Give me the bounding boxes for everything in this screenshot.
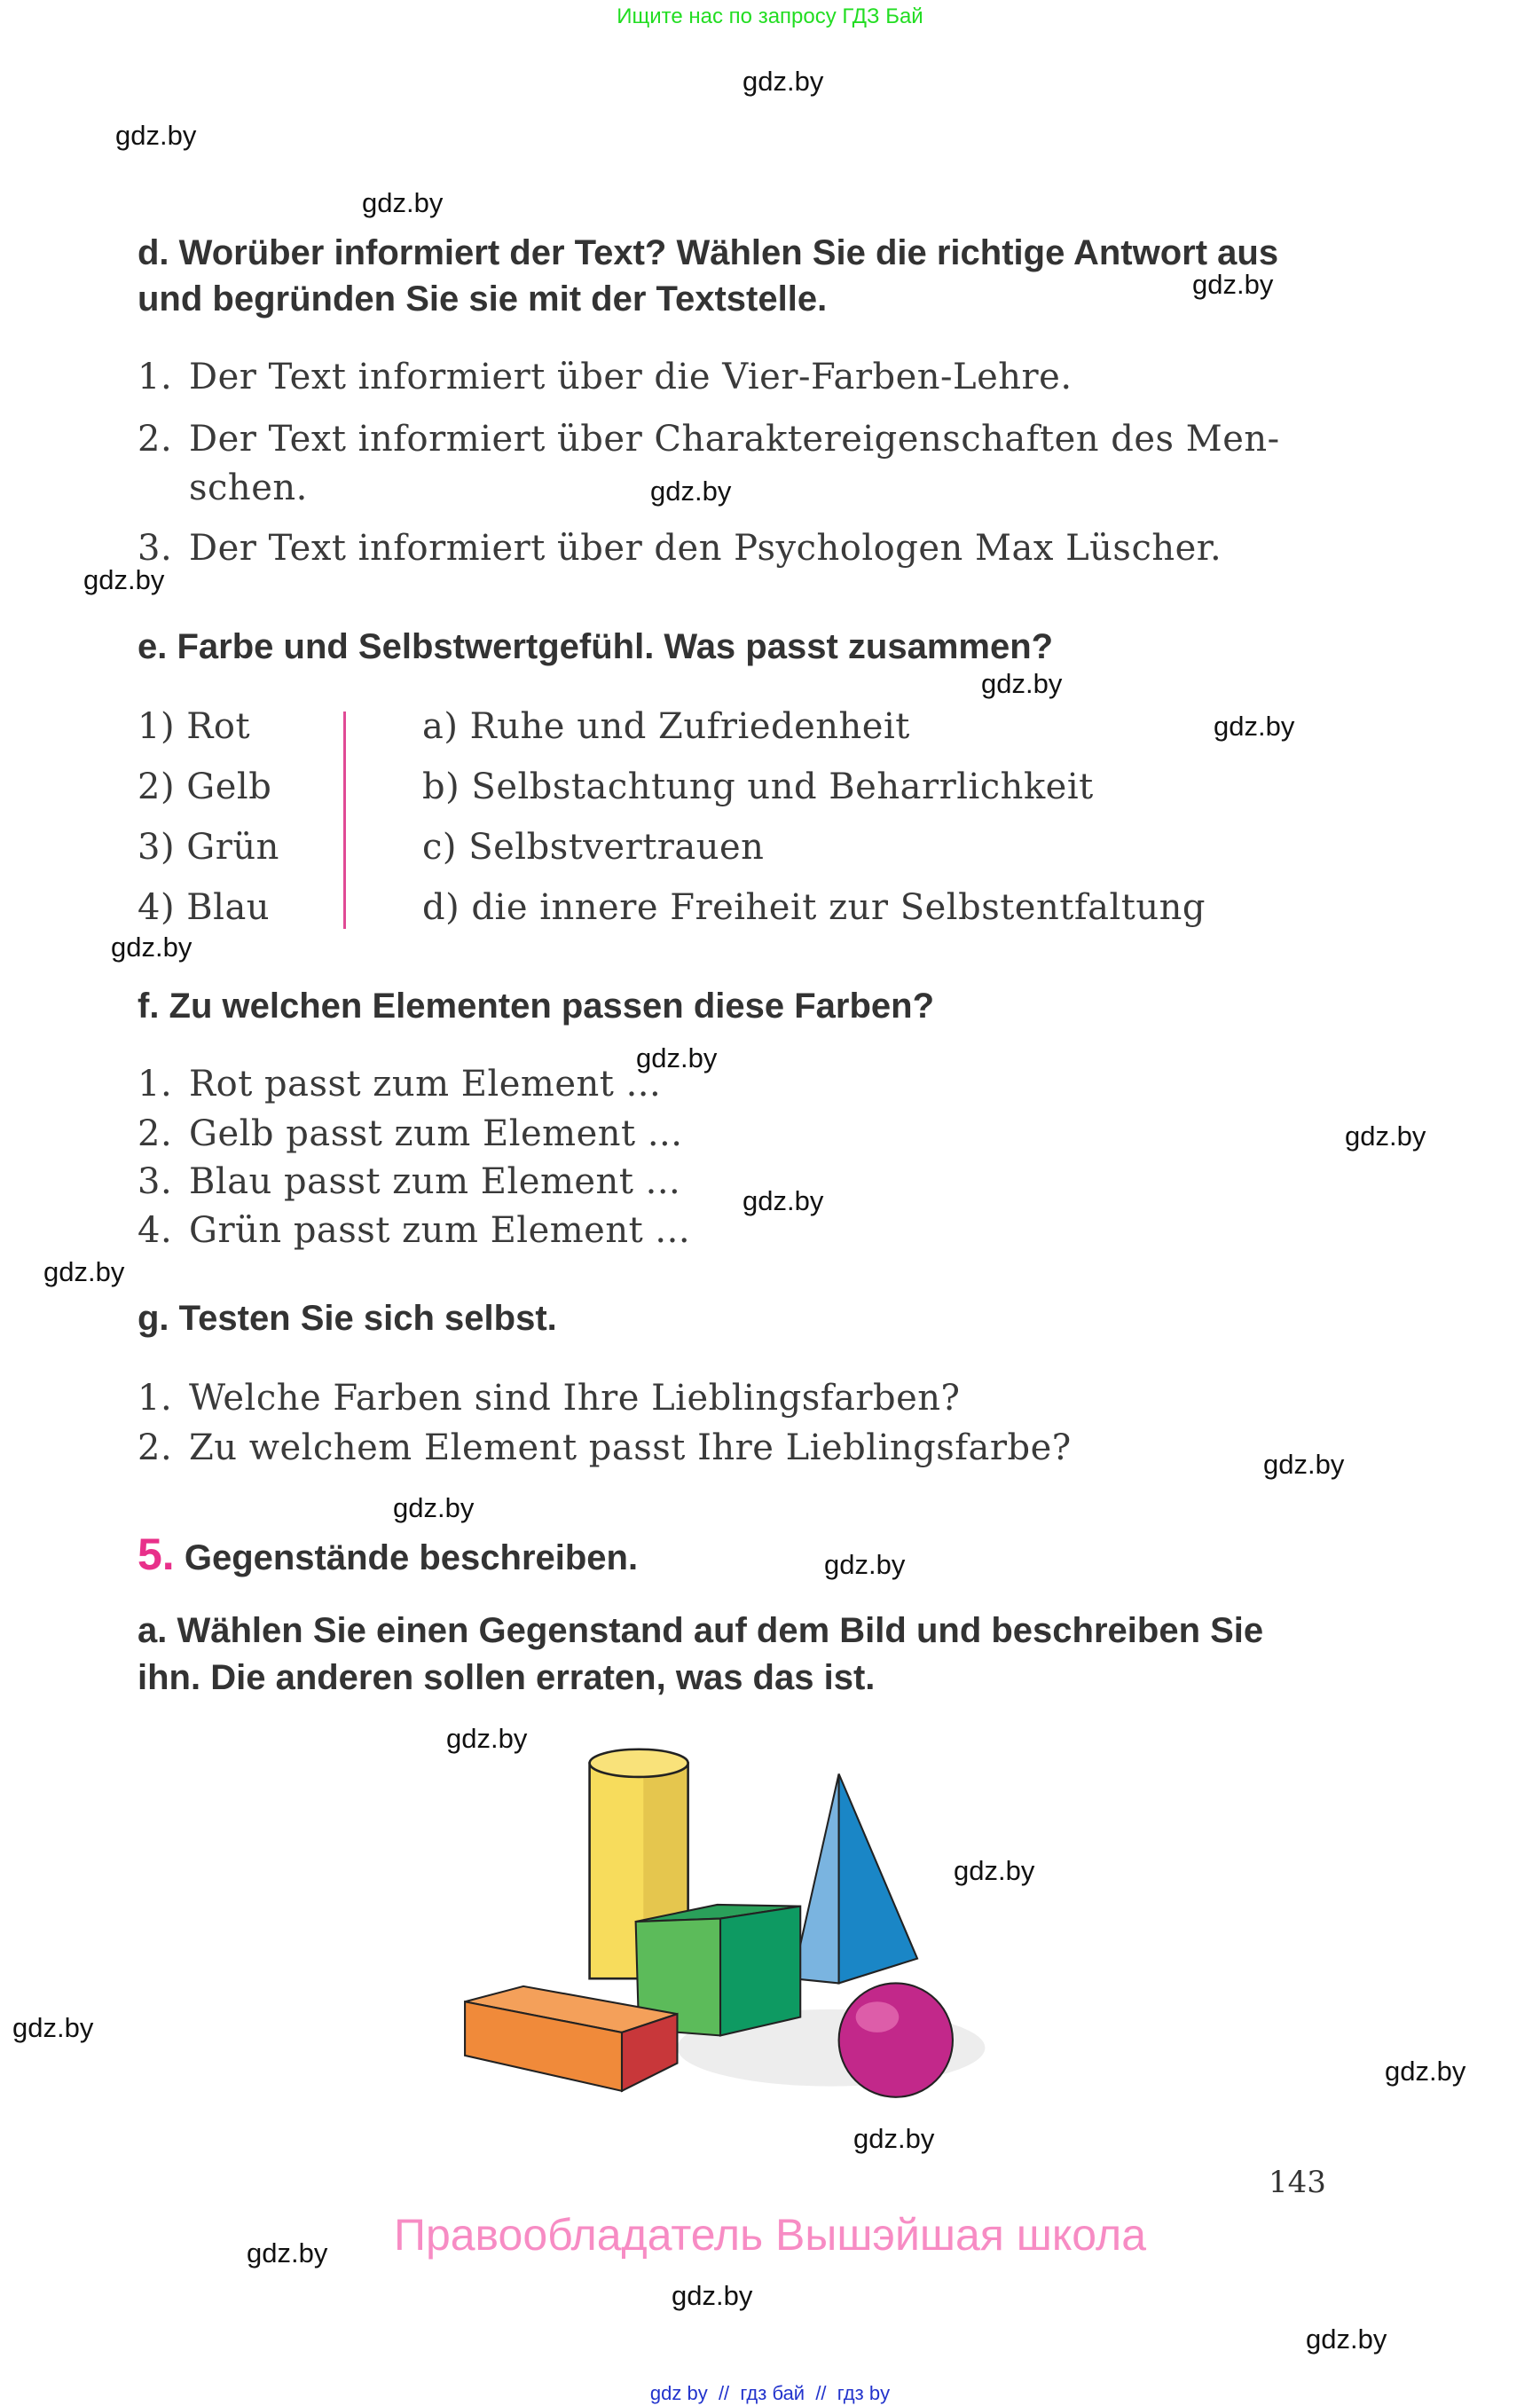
item-number: 2.: [138, 419, 173, 460]
exercise-title: Gegenstände beschreiben.: [184, 1538, 639, 1577]
list-item: [138, 416, 1280, 462]
list-item: [138, 1375, 960, 1421]
list-item: [138, 354, 1072, 400]
item-number: 1.: [138, 357, 173, 397]
copyright-notice: Правообладатель Вышэйшая школа: [394, 2210, 1146, 2260]
item-number: 1.: [138, 1378, 173, 1419]
item-number: 1.: [138, 1064, 173, 1105]
exercise-5a-line1: a. Wählen Sie einen Gegenstand auf dem Bild und beschreiben Sie: [138, 1611, 1264, 1650]
section-f-heading: f. Zu welchen Elementen passen diese Farben?: [138, 987, 935, 1026]
divider-line: [343, 712, 346, 929]
item-continuation: schen.: [189, 468, 308, 508]
watermark: gdz.by: [742, 66, 824, 97]
watermark: gdz.by: [672, 2280, 753, 2311]
watermark: gdz.by: [12, 2012, 94, 2043]
watermark: gdz.by: [43, 1256, 125, 1287]
watermark: gdz.by: [393, 1492, 475, 1523]
page-number: 143: [1269, 2165, 1326, 2200]
watermark: gdz.by: [981, 668, 1063, 699]
item-text: Welche Farben sind Ihre Lieblingsfarben?: [189, 1378, 961, 1419]
watermark: gdz.by: [853, 2123, 935, 2154]
watermark: gdz.by: [247, 2237, 328, 2268]
geometric-shapes-illustration: [446, 1725, 1001, 2125]
watermark: gdz.by: [824, 1549, 906, 1580]
match-right-item: d) die innere Freiheit zur Selbstentfaltung: [422, 887, 1206, 928]
watermark: gdz.by: [1214, 711, 1295, 742]
item-number: 3.: [138, 528, 173, 569]
search-hint: Ищите нас по запросу ГДЗ Бай: [617, 4, 923, 28]
blue-pyramid: [793, 1774, 918, 1984]
watermark: gdz.by: [650, 476, 732, 507]
footer-links[interactable]: gdz by // гдз бай // гдз by: [649, 2382, 891, 2404]
item-text: Rot passt zum Element ...: [189, 1064, 662, 1105]
match-left-item: 2) Gelb: [138, 767, 272, 807]
list-item: [138, 1159, 680, 1205]
match-right-item: c) Selbstvertrauen: [422, 827, 765, 868]
item-number: 4.: [138, 1210, 173, 1251]
section-d-heading-line1: d. Worüber informiert der Text? Wählen Sie die richtige Antwort aus: [138, 233, 1279, 272]
watermark: gdz.by: [1192, 269, 1274, 300]
item-text: Zu welchem Element passt Ihre Lieblingsfarbe?: [189, 1427, 1072, 1468]
list-item: [138, 1111, 682, 1157]
item-text: Der Text informiert über den Psychologen Max Lüscher.: [189, 528, 1222, 569]
item-number: 3.: [138, 1161, 173, 1202]
match-left-item: 4) Blau: [138, 887, 271, 928]
watermark: gdz.by: [954, 1855, 1035, 1886]
match-right-item: a) Ruhe und Zufriedenheit: [422, 706, 910, 747]
watermark: gdz.by: [1345, 1120, 1426, 1152]
watermark: gdz.by: [83, 564, 165, 595]
exercise-5-heading: [138, 1528, 638, 1584]
match-left-item: 1) Rot: [138, 706, 251, 747]
item-text: Der Text informiert über Charaktereigenschaften des Men-: [189, 419, 1280, 460]
watermark: gdz.by: [362, 187, 444, 218]
exercise-5a-line2: ihn. Die anderen sollen erraten, was das ist.: [138, 1658, 876, 1697]
watermark: gdz.by: [115, 120, 197, 151]
section-g-heading: g. Testen Sie sich selbst.: [138, 1299, 557, 1338]
item-text: Blau passt zum Element ...: [189, 1161, 681, 1202]
match-right-item: b) Selbstachtung und Beharrlichkeit: [422, 767, 1094, 807]
watermark: gdz.by: [1263, 1449, 1345, 1480]
item-text: Der Text informiert über die Vier-Farben-Lehre.: [189, 357, 1072, 397]
watermark: gdz.by: [1385, 2056, 1466, 2087]
item-text: Grün passt zum Element ...: [189, 1210, 691, 1251]
item-number: 2.: [138, 1427, 173, 1468]
watermark: gdz.by: [111, 932, 192, 963]
exercise-number: 5.: [138, 1529, 175, 1579]
watermark: gdz.by: [446, 1723, 528, 1754]
watermark: gdz.by: [1306, 2323, 1387, 2355]
list-item: [138, 525, 1222, 571]
item-text: Gelb passt zum Element ...: [189, 1113, 683, 1154]
match-left-item: 3) Grün: [138, 827, 279, 868]
section-d-heading-line2: und begründen Sie sie mit der Textstelle.: [138, 279, 828, 318]
watermark: gdz.by: [636, 1042, 718, 1073]
magenta-sphere: [839, 1983, 953, 2096]
list-item: [138, 1207, 690, 1254]
item-number: 2.: [138, 1113, 173, 1154]
list-item: [138, 1061, 661, 1107]
watermark: gdz.by: [742, 1185, 824, 1216]
section-e-heading: e. Farbe und Selbstwertgefühl. Was passt zusammen?: [138, 627, 1054, 666]
list-item: [138, 1425, 1072, 1471]
